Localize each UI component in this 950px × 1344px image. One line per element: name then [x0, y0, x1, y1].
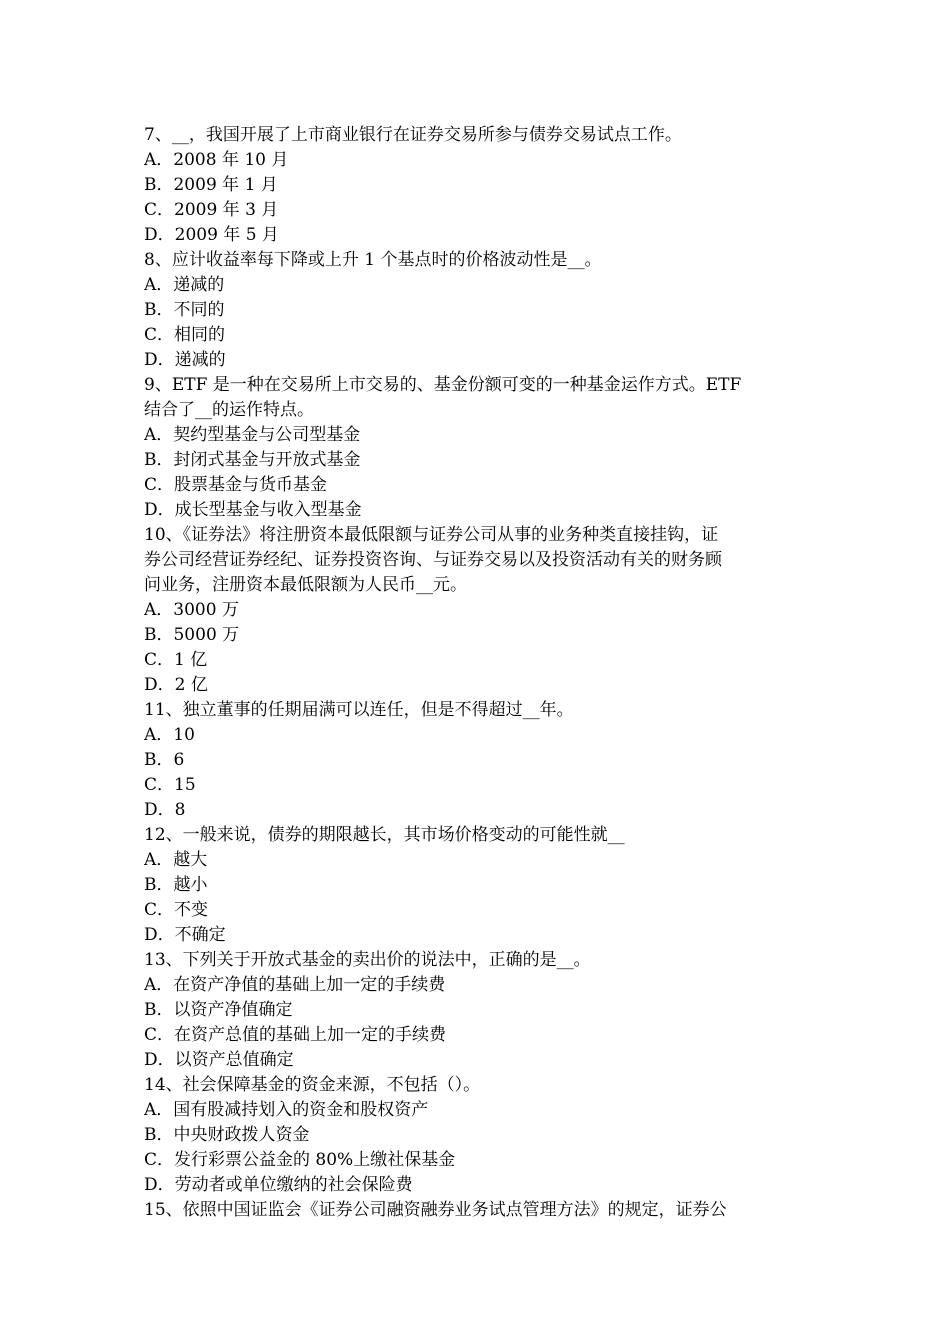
question-11-option-a: A．10: [144, 725, 195, 745]
question-7-option-a: A．2008 年 10 月: [144, 150, 289, 170]
question-10-text-line-3: 问业务，注册资本最低限额为人民币__元。: [144, 575, 467, 595]
question-13-option-c: C．在资产总值的基础上加一定的手续费: [144, 1025, 447, 1045]
question-11-option-c: C．15: [144, 775, 196, 795]
question-12-option-c: C．不变: [144, 900, 209, 920]
question-14-option-c: C．发行彩票公益金的 80%上缴社保基金: [144, 1150, 456, 1170]
question-7-text: 7、__，我国开展了上市商业银行在证券交易所参与债券交易试点工作。: [144, 125, 682, 145]
question-10-option-d: D．2 亿: [144, 675, 208, 695]
question-9-text-line-2: 结合了__的运作特点。: [144, 400, 314, 420]
question-10-text-line-2: 券公司经营证券经纪、证券投资咨询、与证券交易以及投资活动有关的财务顾: [144, 550, 722, 570]
question-7-option-d: D．2009 年 5 月: [144, 225, 279, 245]
question-13-option-b: B．以资产净值确定: [144, 1000, 293, 1020]
question-9-option-d: D．成长型基金与收入型基金: [144, 500, 362, 520]
question-10-option-b: B．5000 万: [144, 625, 240, 645]
question-14-option-a: A．国有股减持划入的资金和股权资产: [144, 1100, 429, 1120]
question-9-option-b: B．封闭式基金与开放式基金: [144, 450, 361, 470]
question-13-option-d: D．以资产总值确定: [144, 1050, 294, 1070]
question-11-option-d: D．8: [144, 800, 186, 820]
question-12-option-d: D．不确定: [144, 925, 226, 945]
question-15-text-line-1: 15、依照中国证监会《证券公司融资融券业务试点管理方法》的规定，证券公: [144, 1200, 727, 1220]
question-8-text: 8、应计收益率每下降或上升 1 个基点时的价格波动性是__。: [144, 250, 602, 270]
question-7-option-c: C．2009 年 3 月: [144, 200, 279, 220]
question-9-option-c: C．股票基金与货币基金: [144, 475, 328, 495]
question-9-text-line-1: 9、ETF 是一种在交易所上市交易的、基金份额可变的一种基金运作方式。ETF: [144, 375, 742, 395]
question-8-option-b: B．不同的: [144, 300, 225, 320]
question-12-text: 12、一般来说，债券的期限越长，其市场价格变动的可能性就__: [144, 825, 625, 845]
question-14-text: 14、社会保障基金的资金来源，不包括（）。: [144, 1075, 481, 1095]
question-10-option-a: A．3000 万: [144, 600, 239, 620]
question-14-option-b: B．中央财政拨人资金: [144, 1125, 310, 1145]
question-11-text: 11、独立董事的任期届满可以连任，但是不得超过__年。: [144, 700, 574, 720]
question-7-option-b: B．2009 年 1 月: [144, 175, 278, 195]
question-12-option-a: A．越大: [144, 850, 208, 870]
question-12-option-b: B．越小: [144, 875, 208, 895]
question-9-option-a: A．契约型基金与公司型基金: [144, 425, 361, 445]
question-13-option-a: A．在资产净值的基础上加一定的手续费: [144, 975, 446, 995]
question-10-text-line-1: 10、《证券法》将注册资本最低限额与证券公司从事的业务种类直接挂钩，证: [144, 525, 719, 545]
document-body: [144, 123, 809, 1223]
question-13-text: 13、下列关于开放式基金的卖出价的说法中，正确的是__。: [144, 950, 591, 970]
question-11-option-b: B．6: [144, 750, 185, 770]
question-8-option-d: D．递减的: [144, 350, 226, 370]
question-8-option-a: A．递减的: [144, 275, 225, 295]
question-8-option-c: C．相同的: [144, 325, 226, 345]
question-10-option-c: C．1 亿: [144, 650, 208, 670]
question-14-option-d: D．劳动者或单位缴纳的社会保险费: [144, 1175, 413, 1195]
